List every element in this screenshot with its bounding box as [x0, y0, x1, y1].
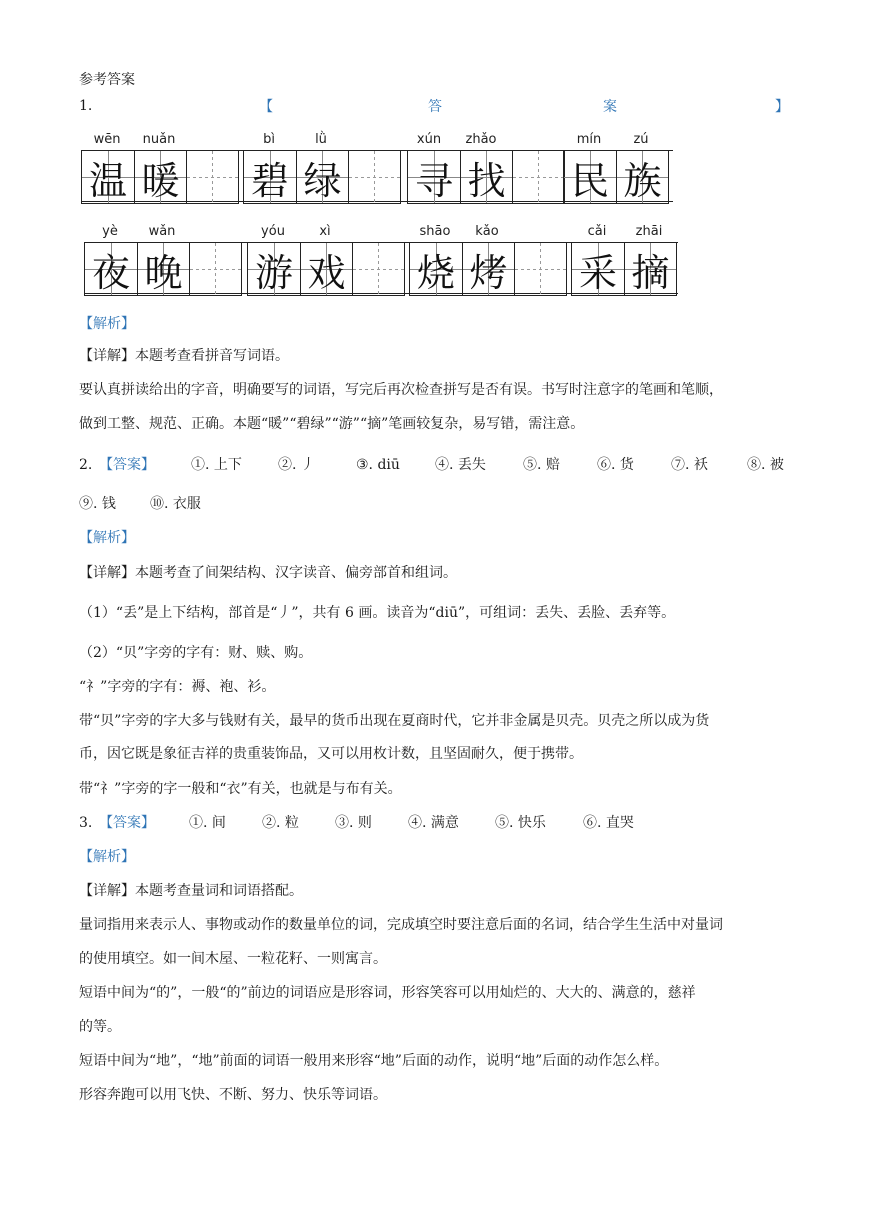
answer-item: ⑥. 直哭 [583, 815, 634, 831]
pinyin: xún [416, 132, 442, 147]
hanzi: 游 [254, 250, 293, 295]
pinyin: shāo [419, 224, 451, 239]
q2-para-3: “礻”字旁的字有：褥、袍、衫。 [79, 679, 276, 695]
q3-detail: 【详解】本题考查量词和词语搭配。 [79, 883, 303, 899]
char-boxes [247, 242, 405, 296]
q3-para-5: 短语中间为“地”，“地”前面的词语一般用来形容“地”后面的动作，说明“地”后面的动作怎么样。 [79, 1053, 669, 1069]
pinyin: yè [102, 224, 118, 239]
pinyin-grid-row-2 [81, 224, 677, 296]
pinyin: zhǎo [465, 132, 497, 147]
answer-item: ①. 间 [189, 815, 226, 831]
char-boxes [84, 242, 242, 296]
answer-item: ⑩. 衣服 [150, 496, 201, 512]
title-char: 答 [428, 99, 442, 115]
hanzi: 晚 [144, 250, 183, 295]
q1-answer-title [79, 96, 789, 116]
q2-para-1: （1）“丢”是上下结构，部首是“丿”，共有 6 画。读音为“diū”，可组词：丢失、丢脸、丢弃等。 [79, 605, 676, 621]
q3-analysis-label: 【解析】 [79, 849, 135, 865]
answer-item: ⑤. 快乐 [495, 815, 546, 831]
hanzi: 绿 [303, 158, 342, 203]
title-char: 案 [603, 99, 617, 115]
char-boxes [409, 242, 567, 296]
char-boxes [81, 150, 239, 204]
q1-analysis-label: 【解析】 [79, 316, 135, 332]
q2-para-2: （2）“贝”字旁的字有：财、赎、购。 [79, 645, 313, 661]
pinyin-line [247, 224, 351, 240]
q3-answer-label: 【答案】 [99, 815, 155, 831]
pinyin-grid-row-1 [81, 132, 673, 204]
answer-item: ④. 丢失 [435, 457, 486, 473]
pinyin: xì [319, 224, 331, 239]
hanzi: 温 [88, 158, 127, 203]
q2-number: 2. [79, 457, 93, 473]
answer-item: ②. 粒 [262, 815, 299, 831]
q2-detail: 【详解】本题考查了间架结构、汉字读音、偏旁部首和组词。 [79, 565, 457, 581]
q1-para-1: 要认真拼读给出的字音，明确要写的词语，写完后再次检查拼写是否有误。书写时注意字的笔画和笔顺， [79, 382, 723, 398]
answer-item: ①. 上下 [191, 457, 242, 473]
title-char: 【 [259, 99, 273, 115]
pinyin-line [571, 224, 675, 240]
hanzi: 夜 [91, 250, 130, 295]
hanzi: 找 [467, 158, 506, 203]
pinyin-line [407, 132, 511, 148]
answer-item: ⑥. 货 [597, 457, 634, 473]
q3-para-3: 短语中间为“的”，一般“的”前边的词语应是形容词，形容笑容可以用灿烂的、大大的、满意的，慈祥 [79, 985, 696, 1001]
pinyin: wǎn [148, 224, 176, 239]
answer-item: ②. 丿 [278, 457, 315, 473]
q2-answer-row [79, 455, 791, 475]
answer-item: ⑦. 袄 [671, 457, 708, 473]
q2-para-5: 币，因它既是象征吉祥的贵重装饰品，又可以用枚计数，且坚固耐久，便于携带。 [79, 746, 583, 762]
pinyin-line [84, 224, 188, 240]
pinyin: bì [263, 132, 275, 147]
q1-para-2: 做到工整、规范、正确。本题“暖”“碧绿”“游”“摘”笔画较复杂，易写错，需注意。 [79, 416, 585, 432]
q3-para-4: 的等。 [79, 1019, 121, 1035]
hanzi: 采 [578, 250, 617, 295]
answer-item: ④. 满意 [408, 815, 459, 831]
char-boxes [571, 242, 677, 296]
q3-para-1: 量词指用来表示人、事物或动作的数量单位的词，完成填空时要注意后面的名词，结合学生生活中对量词 [79, 917, 723, 933]
hanzi: 碧 [250, 158, 289, 203]
answer-item: ③. 则 [335, 815, 372, 831]
page-heading: 参考答案 [79, 72, 135, 88]
pinyin-line [409, 224, 513, 240]
hanzi: 烧 [416, 250, 455, 295]
pinyin: zú [633, 132, 649, 147]
answer-item: ③. diū [356, 457, 400, 473]
q3-number: 3. [79, 815, 93, 831]
q2-para-4: 带“贝”字旁的字大多与钱财有关，最早的货币出现在夏商时代，它并非金属是贝壳。贝壳之所以成为货 [79, 713, 710, 729]
q2-answer-row-2 [79, 494, 279, 514]
pinyin-line [253, 132, 357, 148]
title-char: 】 [775, 99, 789, 115]
q3-answer-row [79, 813, 679, 833]
pinyin-line [563, 132, 667, 148]
hanzi: 族 [623, 158, 662, 203]
pinyin-line [81, 132, 185, 148]
char-boxes [243, 150, 401, 204]
hanzi: 寻 [414, 158, 453, 203]
char-boxes [407, 150, 565, 204]
hanzi: 暖 [141, 158, 180, 203]
hanzi: 摘 [631, 250, 670, 295]
pinyin: kǎo [475, 224, 499, 239]
q2-analysis-label: 【解析】 [79, 530, 135, 546]
q1-number: 1. [79, 98, 93, 114]
char-boxes [563, 150, 669, 204]
answer-item: ⑧. 被 [747, 457, 784, 473]
hanzi: 烤 [469, 250, 508, 295]
hanzi: 戏 [307, 250, 346, 295]
pinyin: lǜ [315, 132, 327, 147]
q3-para-6: 形容奔跑可以用飞快、不断、努力、快乐等词语。 [79, 1087, 387, 1103]
answer-item: ⑨. 钱 [79, 496, 116, 512]
pinyin: cǎi [587, 224, 607, 239]
pinyin: wēn [93, 132, 121, 147]
pinyin: mín [576, 132, 602, 147]
q3-para-2: 的使用填空。如一间木屋、一粒花籽、一则寓言。 [79, 951, 387, 967]
pinyin: zhāi [635, 224, 663, 239]
answer-item: ⑤. 赔 [523, 457, 560, 473]
pinyin: yóu [261, 224, 285, 239]
q2-para-6: 带“礻”字旁的字一般和“衣”有关，也就是与布有关。 [79, 781, 402, 797]
hanzi: 民 [570, 158, 609, 203]
q1-detail: 【详解】本题考查看拼音写词语。 [79, 348, 289, 364]
pinyin: nuǎn [142, 132, 176, 147]
q2-answer-label: 【答案】 [99, 457, 155, 473]
